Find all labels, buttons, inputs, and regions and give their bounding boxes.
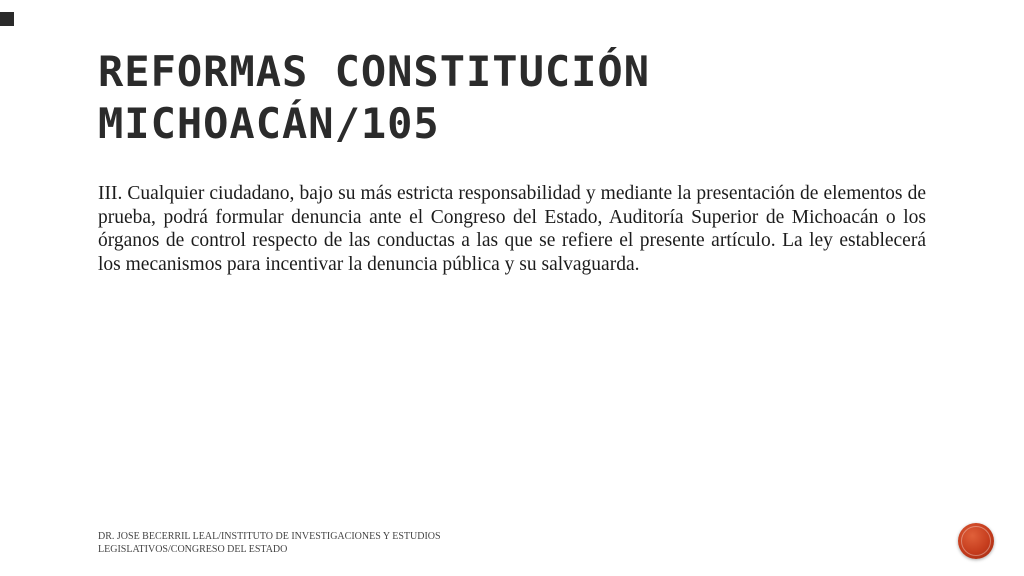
slide-title: [98, 46, 958, 150]
page-number-badge: [958, 523, 994, 559]
slide-body-text: III. Cualquier ciudadano, bajo su más estricta responsabilidad y mediante la presentación de elementos de prueba, podrá formular denuncia ante el Congreso del Estado, Auditoría Superior de Michoacán o los órganos de control respecto de las conductas a las que se refiere el presente artículo. La ley establecerá los mecanismos para incentivar la denuncia pública y su salvaguarda.: [98, 183, 926, 275]
slide-footer: DR. JOSE BECERRIL LEAL/INSTITUTO DE INVESTIGACIONES Y ESTUDIOS LEGISLATIVOS/CONGRESO DEL ESTADO: [98, 531, 441, 555]
decorative-square: [0, 12, 14, 26]
slide-title-line-2: MICHOACÁN/105: [98, 99, 440, 148]
slide-title-line-1: REFORMAS CONSTITUCIÓN: [98, 47, 651, 96]
